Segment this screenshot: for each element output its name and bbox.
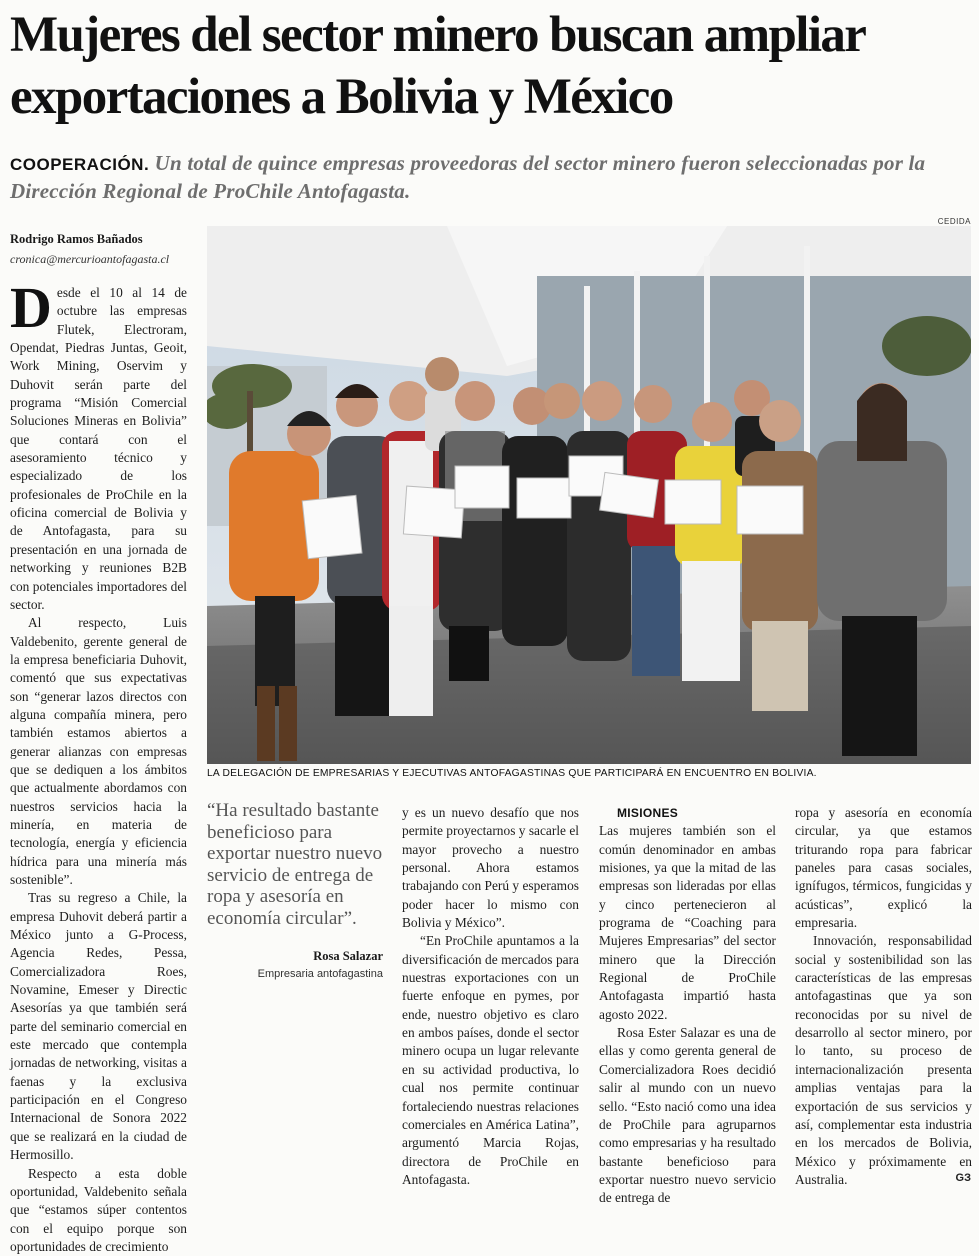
lead-kicker: COOPERACIÓN.	[10, 155, 149, 174]
dropcap: D	[10, 286, 52, 330]
quote-role: Empresaria antofagastina	[207, 968, 383, 980]
group-photo	[207, 226, 971, 764]
lead-paragraph	[10, 150, 972, 205]
end-mark: GЗ	[956, 1172, 971, 1184]
article-paragraph-4: Respecto a esta doble oportunidad, Valdebenito señala que “estamos súper contentos con el equipo porque son oportunidades de crecimiento	[10, 1165, 187, 1256]
article-column-4	[599, 804, 776, 1208]
article-paragraph-1: Desde el 10 al 14 de octubre las empresas Flutek, Electroram, Opendat, Piedras Juntas, Geoit, Work Mining, Oservim y Duhovit serán parte del programa “Misión Comercial Soluciones Mineras en Bolivia” que contará con el asesoramiento técnico y especializado de los profesionales de ProChile en la oficina comercial de Bolivia y de Antofagasta, para su presentación en una jornada de networking y reuniones B2B con potenciales importadores del sector.	[10, 284, 187, 614]
article-column-3	[402, 804, 579, 1189]
byline	[10, 232, 200, 267]
article-paragraph-3: Tras su regreso a Chile, la empresa Duhovit deberá partir a México junto a G-Process, Agencia Redes, Pessa, Comercializadora Roes, Novamine, Emeser y Directic Asesorías ya que también será parte del seminario comercial en este mercado que contempla jornadas de networking, visitas a faenas y la exclusiva participación en el Congreso Internacional de Sonora 2022 que se realizará en la ciudad de Hermosillo.	[10, 889, 187, 1164]
article-paragraph-7: Las mujeres también son el común denominador en ambas misiones, ya que la mitad de las empresas son lideradas por ellas y cinco pertenecieron al programa de “Coaching para Mujeres Empresarias” del sector minero que la Dirección Regional de ProChile Antofagasta impartió hasta agosto 2022.	[599, 822, 776, 1024]
article-paragraph-2: Al respecto, Luis Valdebenito, gerente general de la empresa beneficiaria Duhovit, comentó que sus expectativas son “generar lazos directos con alguna compañía minera, pero también estamos abiertos a generar alianzas con empresas que se dediquen a los ámbitos que actualmente abordamos con nuestros servicios hacia la minería, en materia de tecnología, energía y eficiencia hídrica para una minería más sostenible”.	[10, 614, 187, 889]
byline-author: Rodrigo Ramos Bañados	[10, 232, 200, 247]
article-column-1	[10, 284, 187, 1256]
photo-credit: CEDIDA	[938, 217, 971, 226]
article-paragraph-5: y es un nuevo desafío que nos permite proyectarnos y sacarle el mayor provecho a nuestro personal. Ahora estamos trabajando con Perú y esperamos poder hacer lo mismo con Bolivia y México”.	[402, 804, 579, 932]
headline: Mujeres del sector minero buscan ampliar exportaciones a Bolivia y México	[10, 4, 975, 128]
article-column-5	[795, 804, 972, 1189]
article-paragraph-9: ropa y asesoría en economía circular, ya que estamos triturando ropa para fabricar paneles para casas sociales, ignífugos, térmicos, fungicidas y acústicas”, explicó la empresaria.	[795, 804, 972, 932]
article-paragraph-6: “En ProChile apuntamos a la diversificación de mercados para nuestras exportaciones con un fuerte enfoque en pymes, por ende, nuestro objetivo es claro en ambos países, donde el sector minero ocupa un lugar relevante en su actividad productiva, lo cual nos permite continuar fortaleciendo nuestras relaciones comerciales en América Latina”, argumentó Marcia Rojas, directora de ProChile en Antofagasta.	[402, 932, 579, 1189]
lead-text: Un total de quince empresas proveedoras del sector minero fueron seleccionadas por la Dirección Regional de ProChile Antofagasta.	[10, 151, 925, 203]
pull-quote: “Ha resultado bastante beneficioso para exportar nuestro nuevo servicio de entrega de ropa y asesoría en economía circular”.	[207, 800, 385, 929]
photo-caption: LA DELEGACIÓN DE EMPRESARIAS Y EJECUTIVAS ANTOFAGASTINAS QUE PARTICIPARÁ EN ENCUENTRO EN BOLIVIA.	[207, 768, 973, 779]
section-heading: MISIONES	[599, 804, 776, 822]
article-paragraph-8: Rosa Ester Salazar es una de ellas y como gerenta general de Comercializadora Roes decidió salir al mundo con un nuevo sello. “Esto nació como una idea de ProChile para agruparnos como empresarias y ha resultado bastante beneficioso para exportar nuestro nuevo servicio de entrega de	[599, 1024, 776, 1207]
article-paragraph-10: Innovación, responsabilidad social y sostenibilidad son las características de las empresas antofagastinas que ya son reconocidas por su nivel de desarrollo al sector minero, por lo tanto, su proceso de internacionalización presenta amplias ventajas para la exportación de sus servicios y así, complementar esta industria en los mercados de Bolivia, México y próximamente en Australia.	[795, 932, 972, 1189]
quote-author: Rosa Salazar	[207, 949, 383, 964]
byline-email: cronica@mercurioantofagasta.cl	[10, 252, 200, 267]
